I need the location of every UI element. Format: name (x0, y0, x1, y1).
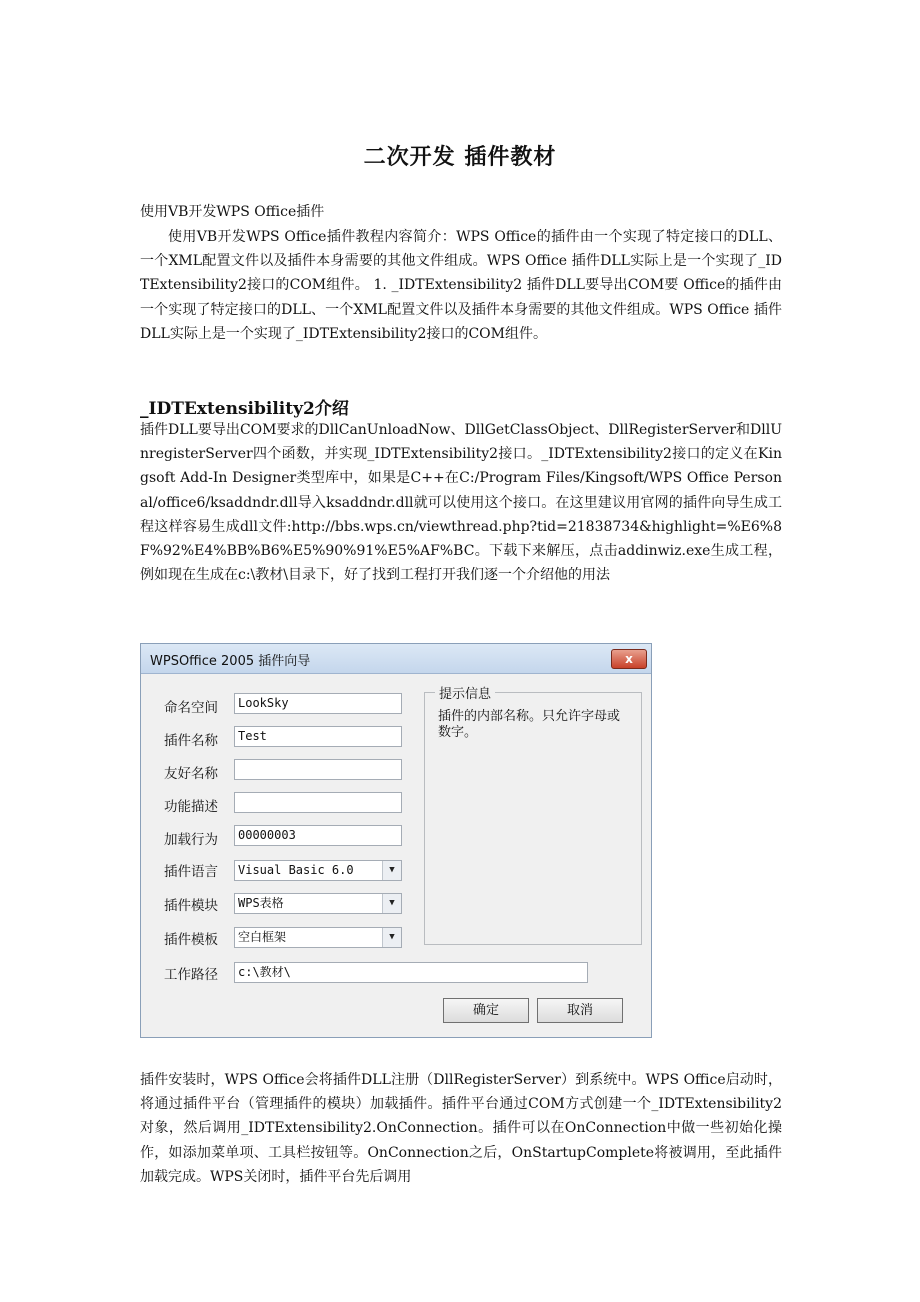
namespace-input[interactable]: LookSky (234, 693, 402, 714)
namespace-label: 命名空间 (164, 700, 218, 716)
module-label: 插件模块 (164, 898, 218, 914)
plugin-name-input[interactable]: Test (234, 726, 402, 747)
friendly-name-label: 友好名称 (164, 766, 218, 782)
hint-text: 插件的内部名称。只允许字母或数字。 (438, 709, 621, 740)
language-select[interactable] (234, 860, 402, 881)
cancel-button[interactable]: 取消 (537, 998, 623, 1023)
plugin-wizard-dialog (140, 643, 652, 1038)
hint-groupbox (424, 687, 642, 945)
document-title: 二次开发 插件教材 (363, 145, 557, 170)
ok-button[interactable]: 确定 (443, 998, 529, 1023)
description-input[interactable] (234, 792, 402, 813)
module-select-value: WPS表格 (238, 896, 284, 910)
intro-heading: 使用VB开发WPS Office插件 (140, 204, 325, 220)
intro-paragraph: 使用VB开发WPS Office插件教程内容简介：WPS Office的插件由一个实现了特定接口的DLL、一个XML配置文件以及插件本身需要的其他文件组成。WPS Office 插件DLL实际上是一个实现了_IDTExtensibility2接口的COM组件。 1. _IDTExtensibility2 插件DLL要导出COM要 Office的插件由一个实现了特定接口的DLL、一个XML配置文件以及插件本身需要的其他文件组成。WPS Office 插件DLL实际上是一个实现了_IDTExtensibility2接口的COM组件。 (140, 229, 782, 342)
language-label: 插件语言 (164, 864, 218, 880)
template-select-value: 空白框架 (238, 930, 287, 944)
section-paragraph: 插件DLL要导出COM要求的DllCanUnloadNow、DllGetClassObject、DllRegisterServer和DllUnregisterServer四个函数，并实现_IDTExtensibility2接口。_IDTExtensibility2接口的定义在Kingsoft Add-In Designer类型库中，如果是C++在C:/Program Files/Kingsoft/WPS Office Personal/office6/ksaddndr.dll导入ksaddndr.dll就可以使用这个接口。在这里建议用官网的插件向导生成工程这样容易生成dll文件:http://bbs.wps.cn/viewthread.php?tid=21838734&highlight=%E6%8F%92%E4%BB%B6%E5%90%91%E5%AF%BC。下载下来解压，点击addinwiz.exe生成工程，例如现在生成在c:\教材\目录下，好了找到工程打开我们逐一个介绍他的用法 (140, 422, 782, 584)
template-select[interactable] (234, 927, 402, 948)
friendly-name-input[interactable] (234, 759, 402, 780)
chevron-down-icon[interactable]: ▼ (382, 928, 401, 947)
chevron-down-icon[interactable]: ▼ (382, 861, 401, 880)
module-select[interactable] (234, 893, 402, 914)
load-behavior-input[interactable]: 00000003 (234, 825, 402, 846)
description-label: 功能描述 (164, 799, 218, 815)
dialog-titlebar (141, 644, 651, 674)
section-heading: _IDTExtensibility2介绍 (140, 399, 349, 419)
close-icon: x (625, 652, 633, 666)
work-path-input[interactable]: c:\教材\ (234, 962, 588, 983)
closing-paragraph: 插件安装时，WPS Office会将插件DLL注册（DllRegisterServer）到系统中。WPS Office启动时，将通过插件平台（管理插件的模块）加载插件。插件平台通过COM方式创建一个_IDTExtensibility2对象，然后调用_IDTExtensibility2.OnConnection。插件可以在OnConnection中做一些初始化操作，如添加菜单项、工具栏按钮等。OnConnection之后，OnStartupComplete将被调用，至此插件加载完成。WPS关闭时，插件平台先后调用 (140, 1072, 782, 1185)
chevron-down-icon[interactable]: ▼ (382, 894, 401, 913)
template-label: 插件模板 (164, 932, 218, 948)
work-path-label: 工作路径 (164, 967, 218, 983)
hint-title: 提示信息 (435, 683, 495, 702)
dialog-title: WPSOffice 2005 插件向导 (150, 654, 311, 669)
close-button[interactable] (611, 649, 647, 669)
load-behavior-label: 加载行为 (164, 832, 218, 848)
language-select-value: Visual Basic 6.0 (238, 863, 354, 877)
plugin-name-label: 插件名称 (164, 733, 218, 749)
